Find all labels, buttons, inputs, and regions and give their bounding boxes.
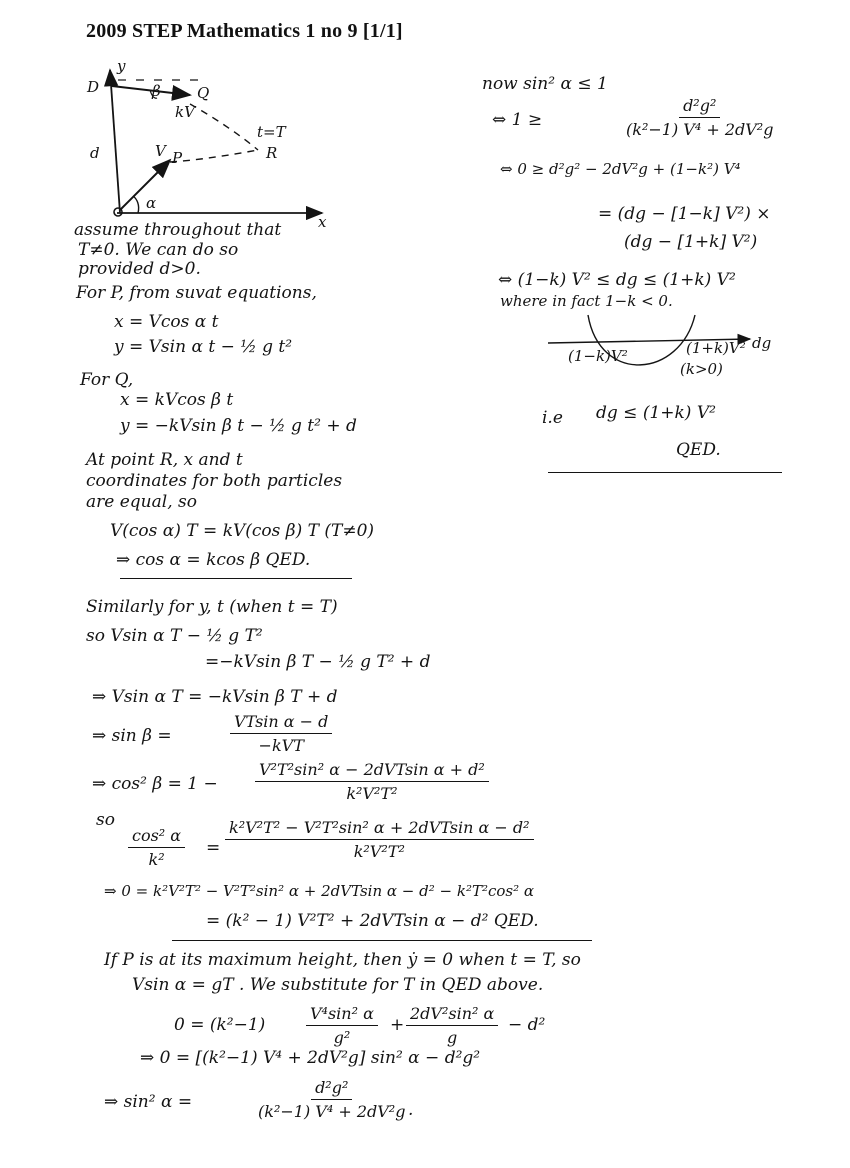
p-y-equation: y = Vsin α t − ½ g t²: [114, 337, 293, 357]
r2-inequality: ⇔ 0 ≥ d²g² − 2dV²g + (1−k²) V⁴: [500, 160, 741, 178]
alpha-arc: [133, 196, 139, 213]
fraction-denominator: k²V²T²: [353, 842, 405, 861]
fraction-denominator: g²: [333, 1028, 351, 1047]
fraction-m3-second: [406, 1004, 498, 1047]
divider-2: [172, 940, 592, 941]
label-kV: kV: [175, 103, 195, 121]
fraction-numerator: 2dV²sin² α: [406, 1004, 498, 1026]
m3-suffix: − d²: [508, 1015, 546, 1035]
r5-range: ⇔ (1−k) V² ≤ dg ≤ (1+k) V²: [498, 270, 736, 290]
fraction-numerator: cos² α: [128, 826, 185, 848]
fraction-cos2-alpha-lhs: [128, 826, 185, 869]
now-sin2-line: now sin² α ≤ 1: [482, 74, 608, 94]
step-sin-beta-lhs: ⇒ sin β =: [92, 726, 172, 746]
label-y: y: [117, 57, 126, 75]
divider-1: [120, 578, 352, 579]
so-label: so: [96, 810, 115, 830]
fraction-denominator: g: [447, 1028, 458, 1047]
fraction-denominator: (k²−1) V⁴ + 2dV²g: [258, 1102, 406, 1121]
fraction-numerator: V²T²sin² α − 2dVTsin α + d²: [255, 760, 489, 782]
equation-cos-1: V(cos α) T = kV(cos β) T (T≠0): [110, 521, 375, 541]
label-D: D: [87, 78, 100, 96]
fraction-denominator: k²V²T²: [346, 784, 398, 803]
fraction-numerator: k²V²T² − V²T²sin² α + 2dVTsin α − d²: [225, 818, 534, 840]
label-Q: Q: [197, 84, 210, 102]
max-height-line-2: Vsin α = gT . We substitute for T in QED above.: [132, 975, 544, 995]
fraction-numerator: d²g²: [679, 96, 720, 118]
fraction-m3-first: [306, 1004, 378, 1047]
divider-right: [548, 472, 782, 473]
r4-factor-2: (dg − [1+k] V²): [624, 232, 758, 252]
label-R: R: [266, 144, 278, 162]
step-zero-expansion: ⇒ 0 = k²V²T² − V²T²sin² α + 2dVTsin α − d² − k²T²cos² α: [104, 882, 535, 900]
fraction-r1: [622, 96, 777, 139]
fraction-cos2-alpha-rhs: [225, 818, 534, 861]
label-d: d: [90, 144, 100, 162]
fraction-numerator: V⁴sin² α: [306, 1004, 378, 1026]
number-line-right-label: (1+k)V²: [686, 339, 746, 357]
equation-cos-qed: ⇒ cos α = kcos β QED.: [116, 550, 311, 570]
step-m5-lhs: ⇒ sin² α =: [104, 1092, 193, 1112]
fraction-m5: [254, 1078, 409, 1121]
fraction-sin-beta: [230, 712, 332, 755]
fraction-denominator: k²: [148, 850, 165, 869]
fraction-numerator: VTsin α − d: [230, 712, 332, 734]
number-line-left-label: (1−k)V²: [568, 347, 628, 365]
label-x: x: [318, 213, 327, 231]
for-p-heading: For P, from suvat equations,: [76, 283, 317, 303]
max-height-line-1: If P is at its maximum height, then ẏ = 0 when t = T, so: [104, 950, 581, 970]
m5-period: .: [408, 1100, 414, 1120]
assumption-line-1: assume throughout that: [74, 220, 282, 240]
label-V: V: [155, 142, 166, 160]
fraction-denominator: (k²−1) V⁴ + 2dV²g: [626, 120, 774, 139]
at-r-line-3: are equal, so: [86, 492, 197, 512]
assumption-line-2: T≠0. We can do so: [78, 240, 239, 260]
trajectory-q: [190, 104, 258, 150]
trajectory-p: [170, 150, 258, 162]
number-line-dg-label: dg: [752, 334, 772, 352]
fraction-numerator: d²g²: [311, 1078, 352, 1100]
r6-where: where in fact 1−k < 0.: [500, 292, 673, 310]
ie-inequality: dg ≤ (1+k) V²: [596, 403, 716, 423]
right-qed: QED.: [676, 440, 721, 460]
velocity-vector-p: [120, 160, 170, 210]
label-alpha: α: [146, 194, 157, 212]
at-r-line-2: coordinates for both particles: [86, 471, 343, 491]
fraction-cos2-beta: [255, 760, 489, 803]
step-cos2-beta-lhs: ⇒ cos² β = 1 −: [92, 774, 218, 794]
page-header: 2009 STEP Mathematics 1 no 9 [1/1]: [86, 20, 403, 42]
label-beta: β: [152, 82, 161, 100]
at-r-line-1: At point R, x and t: [86, 450, 243, 470]
ie-label: i.e: [542, 408, 563, 428]
m3-plus: +: [390, 1015, 405, 1035]
q-y-equation: y = −kVsin β t − ½ g t² + d: [120, 416, 357, 436]
r3-factor-1: = (dg − [1−k] V²) ×: [598, 204, 771, 224]
assumption-line-3: provided d>0.: [78, 259, 201, 279]
for-q-heading: For Q,: [80, 370, 134, 390]
p-x-equation: x = Vcos α t: [114, 312, 219, 332]
step-m4: ⇒ 0 = [(k²−1) V⁴ + 2dV²g] sin² α − d²g²: [140, 1048, 481, 1068]
equals-sign: =: [206, 838, 221, 858]
label-tT: t=T: [257, 123, 286, 141]
so-line-2: =−kVsin β T − ½ g T² + d: [205, 652, 431, 672]
number-line-k-positive: (k>0): [680, 360, 723, 378]
r1-lhs: ⇔ 1 ≥: [492, 110, 543, 130]
so-line-1: so Vsin α T − ½ g T²: [86, 626, 263, 646]
y-axis: [110, 70, 120, 213]
m3-prefix: 0 = (k²−1): [174, 1015, 266, 1035]
fraction-denominator: −kVT: [258, 736, 304, 755]
similarly-heading: Similarly for y, t (when t = T): [86, 597, 338, 617]
step-sin-alpha: ⇒ Vsin α T = −kVsin β T + d: [92, 687, 338, 707]
step-qed-quadratic: = (k² − 1) V²T² + 2dVTsin α − d² QED.: [206, 911, 539, 931]
q-x-equation: x = kVcos β t: [120, 390, 234, 410]
label-P: P: [172, 149, 183, 167]
